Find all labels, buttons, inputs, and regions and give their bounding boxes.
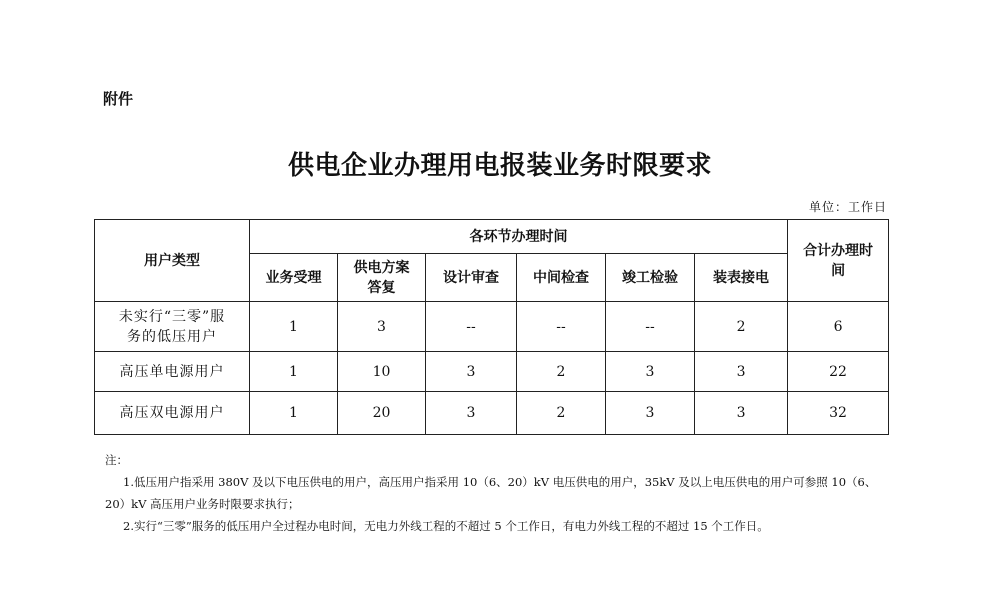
header-total-line2: 间: [831, 262, 846, 279]
row-user-type-line1: 未实行“三零”服: [118, 308, 226, 325]
row-value-acceptance: 1: [250, 392, 338, 435]
unit-label: 单位：工作日: [808, 200, 887, 214]
header-stage-design-review: 设计审查: [426, 254, 517, 302]
header-user-type: 用户类型: [95, 220, 250, 302]
row-user-type: [95, 302, 250, 352]
notes-label: 注：: [105, 453, 128, 467]
time-limit-table: [94, 219, 889, 435]
note-2: 2.实行“三零”服务的低压用户全过程办电时间，无电力外线工程的不超过 5 个工作日，有电力外线工程的不超过 15 个工作日。: [123, 519, 769, 533]
row-value-midway-inspection: 2: [517, 352, 606, 392]
row-value-meter-connection: 3: [695, 392, 788, 435]
row-value-total: 6: [788, 302, 889, 352]
row-user-type: 高压单电源用户: [95, 352, 250, 392]
row-value-supply-plan: 10: [338, 352, 426, 392]
row-value-total: 32: [788, 392, 889, 435]
row-value-design-review: --: [426, 302, 517, 352]
row-value-completion-inspection: 3: [606, 352, 695, 392]
row-user-type-line2: 务的低压用户: [127, 328, 217, 345]
header-stage-supply-plan-line1: 供电方案: [353, 259, 410, 276]
row-value-acceptance: 1: [250, 352, 338, 392]
header-stages-group: 各环节办理时间: [250, 220, 788, 254]
row-value-midway-inspection: 2: [517, 392, 606, 435]
row-value-supply-plan: 20: [338, 392, 426, 435]
table-row: [95, 302, 889, 352]
row-value-meter-connection: 2: [695, 302, 788, 352]
row-value-midway-inspection: --: [517, 302, 606, 352]
header-stage-midway-inspection: 中间检查: [517, 254, 606, 302]
header-stage-supply-plan: [338, 254, 426, 302]
row-value-design-review: 3: [426, 352, 517, 392]
row-value-design-review: 3: [426, 392, 517, 435]
row-value-meter-connection: 3: [695, 352, 788, 392]
header-stage-completion-inspection: 竣工检验: [606, 254, 695, 302]
table-header-row-1: [95, 220, 889, 254]
header-stage-supply-plan-line2: 答复: [367, 279, 396, 296]
attachment-label: 附件: [103, 90, 134, 108]
row-value-completion-inspection: 3: [606, 392, 695, 435]
row-value-supply-plan: 3: [338, 302, 426, 352]
row-user-type: 高压双电源用户: [95, 392, 250, 435]
row-value-acceptance: 1: [250, 302, 338, 352]
table-row: [95, 352, 889, 392]
header-total: [788, 220, 889, 302]
note-1: 1.低压用户指采用 380V 及以下电压供电的用户，高压用户指采用 10（6、20）kV 电压供电的用户，35kV 及以上电压供电的用户可参照 10（6、20）kV 高压用户业务时限要求执行；: [105, 475, 877, 511]
document-title: 供电企业办理用电报装业务时限要求: [287, 151, 712, 181]
header-total-line1: 合计办理时: [803, 242, 874, 259]
header-stage-meter-connection: 装表接电: [695, 254, 788, 302]
header-stage-acceptance: 业务受理: [250, 254, 338, 302]
table-row: [95, 392, 889, 435]
row-value-completion-inspection: --: [606, 302, 695, 352]
notes-section: [105, 449, 895, 537]
row-value-total: 22: [788, 352, 889, 392]
